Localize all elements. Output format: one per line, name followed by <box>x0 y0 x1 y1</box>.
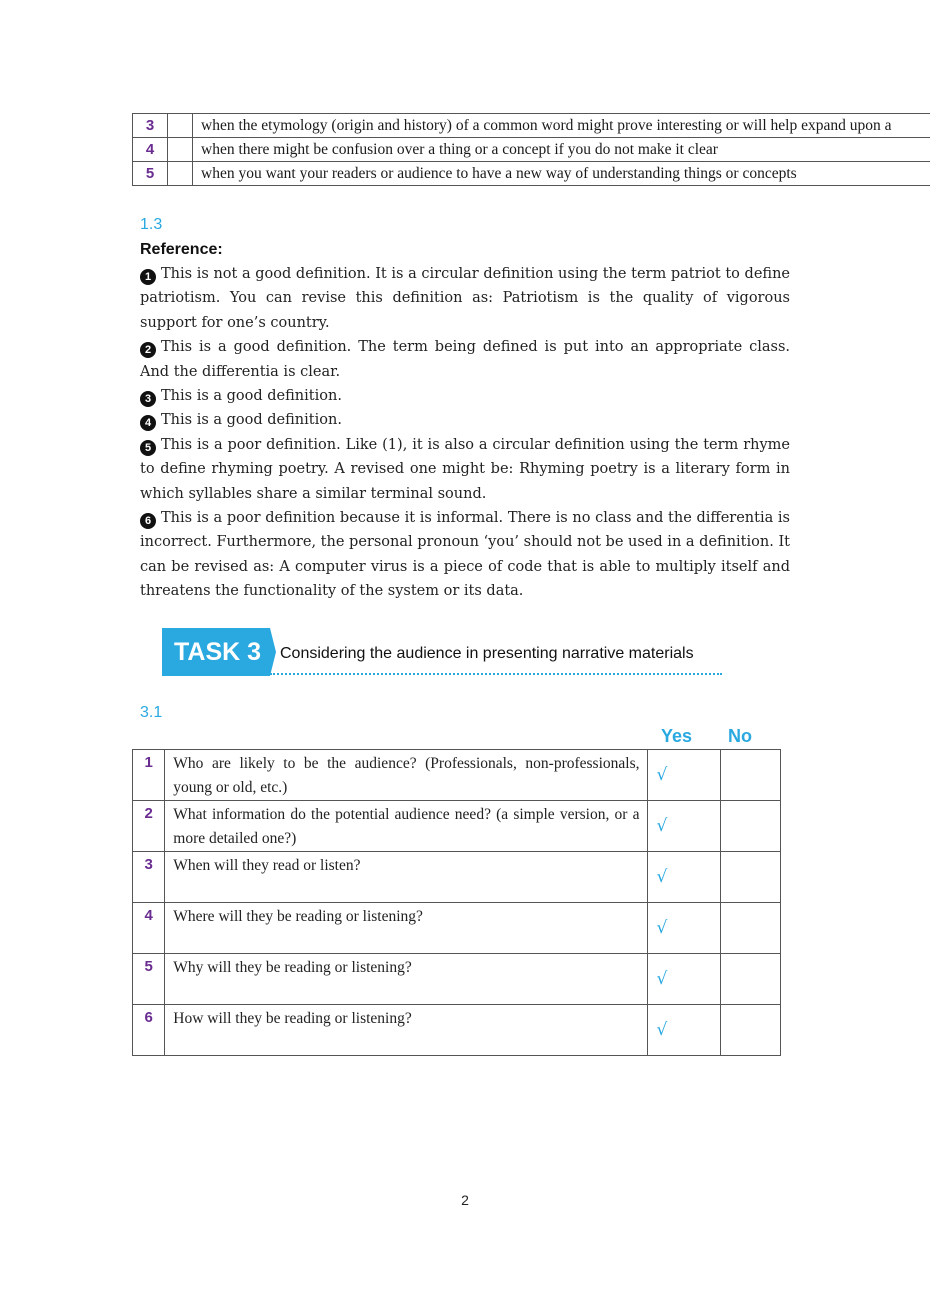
question-text: Who are likely to be the audience? (Professionals, non-professionals, young or old, etc.) <box>165 750 648 801</box>
row-text: when the etymology (origin and history) of a common word might prove interesting or will help expand upon a <box>193 114 930 138</box>
reference-item <box>140 408 790 432</box>
no-check-cell <box>720 750 780 801</box>
question-number: 1 <box>133 750 165 801</box>
reference-list <box>140 262 790 604</box>
row-number: 4 <box>133 138 168 162</box>
answer-cell <box>168 138 193 162</box>
no-check-cell <box>720 801 780 852</box>
section-number-1-3: 1.3 <box>140 216 163 233</box>
question-number: 6 <box>133 1005 165 1056</box>
yes-check-cell: √ <box>648 1005 720 1056</box>
table-row <box>133 954 781 1005</box>
question-text: What information do the potential audience need? (a simple version, or a more detailed one?) <box>165 801 648 852</box>
reference-text: This is not a good definition. It is a circular definition using the term patriot to define patriotism. You can revise this definition as: Patriotism is the quality of vigorous support for one’s country. <box>140 266 790 331</box>
answer-cell <box>168 114 193 138</box>
reference-text: This is a poor definition because it is informal. There is no class and the differentia is incorrect. Furthermore, the personal pronoun ‘you’ should not be used in a definition. It can be revised as: A computer virus is a piece of code that is able to multiply itself and threatens the functionality of the system or its data. <box>140 510 790 600</box>
reference-item <box>140 506 790 604</box>
reference-text: This is a poor definition. Like (1), it is also a circular definition using the term rhyme to define rhyming poetry. A revised one might be: Rhyming poetry is a literary form in which syllables share a similar terminal sound. <box>140 436 790 502</box>
number-4-marker: 4 <box>140 415 156 431</box>
table-row <box>133 1005 781 1056</box>
no-column-header: No <box>728 726 752 746</box>
definition-usage-table <box>132 113 930 186</box>
table-row <box>133 903 781 954</box>
table-row <box>133 750 781 801</box>
page-number: 2 <box>461 1192 469 1208</box>
audience-questions-table <box>132 749 781 1056</box>
question-text: When will they read or listen? <box>165 852 648 903</box>
table-row <box>133 801 781 852</box>
question-number: 5 <box>133 954 165 1005</box>
task-badge: TASK 3 <box>162 628 270 676</box>
question-number: 4 <box>133 903 165 954</box>
reference-item <box>140 384 790 408</box>
reference-text: This is a good definition. <box>161 388 342 405</box>
section-number-3-1: 3.1 <box>140 704 163 721</box>
table-row <box>133 162 930 186</box>
row-text: when there might be confusion over a thing or a concept if you do not make it clear <box>193 138 930 162</box>
no-check-cell <box>720 852 780 903</box>
yes-column-header: Yes <box>661 726 693 746</box>
reference-text: This is a good definition. <box>161 412 342 429</box>
task-title-underline <box>270 673 722 675</box>
reference-item <box>140 433 790 506</box>
question-text: Why will they be reading or listening? <box>165 954 648 1005</box>
task-badge-arrow <box>270 628 276 676</box>
yes-check-cell: √ <box>648 903 720 954</box>
question-text: How will they be reading or listening? <box>165 1005 648 1056</box>
yes-check-cell: √ <box>648 750 720 801</box>
question-number: 2 <box>133 801 165 852</box>
answer-cell <box>168 162 193 186</box>
row-text: when you want your readers or audience to have a new way of understanding things or concepts <box>193 162 930 186</box>
task-title: Considering the audience in presenting narrative materials <box>280 645 694 662</box>
yes-check-cell: √ <box>648 852 720 903</box>
table-row <box>133 138 930 162</box>
number-1-marker: 1 <box>140 269 156 285</box>
row-number: 3 <box>133 114 168 138</box>
reference-text: This is a good definition. The term being defined is put into an appropriate class. And the differentia is clear. <box>140 339 790 380</box>
yes-check-cell: √ <box>648 954 720 1005</box>
reference-item <box>140 262 790 335</box>
no-check-cell <box>720 1005 780 1056</box>
number-5-marker: 5 <box>140 440 156 456</box>
no-check-cell <box>720 903 780 954</box>
question-text: Where will they be reading or listening? <box>165 903 648 954</box>
table-row <box>133 114 930 138</box>
yes-check-cell: √ <box>648 801 720 852</box>
number-3-marker: 3 <box>140 391 156 407</box>
row-number: 5 <box>133 162 168 186</box>
question-number: 3 <box>133 852 165 903</box>
number-6-marker: 6 <box>140 513 156 529</box>
reference-item <box>140 335 790 384</box>
number-2-marker: 2 <box>140 342 156 358</box>
table-row <box>133 852 781 903</box>
reference-heading: Reference: <box>140 241 223 258</box>
no-check-cell <box>720 954 780 1005</box>
